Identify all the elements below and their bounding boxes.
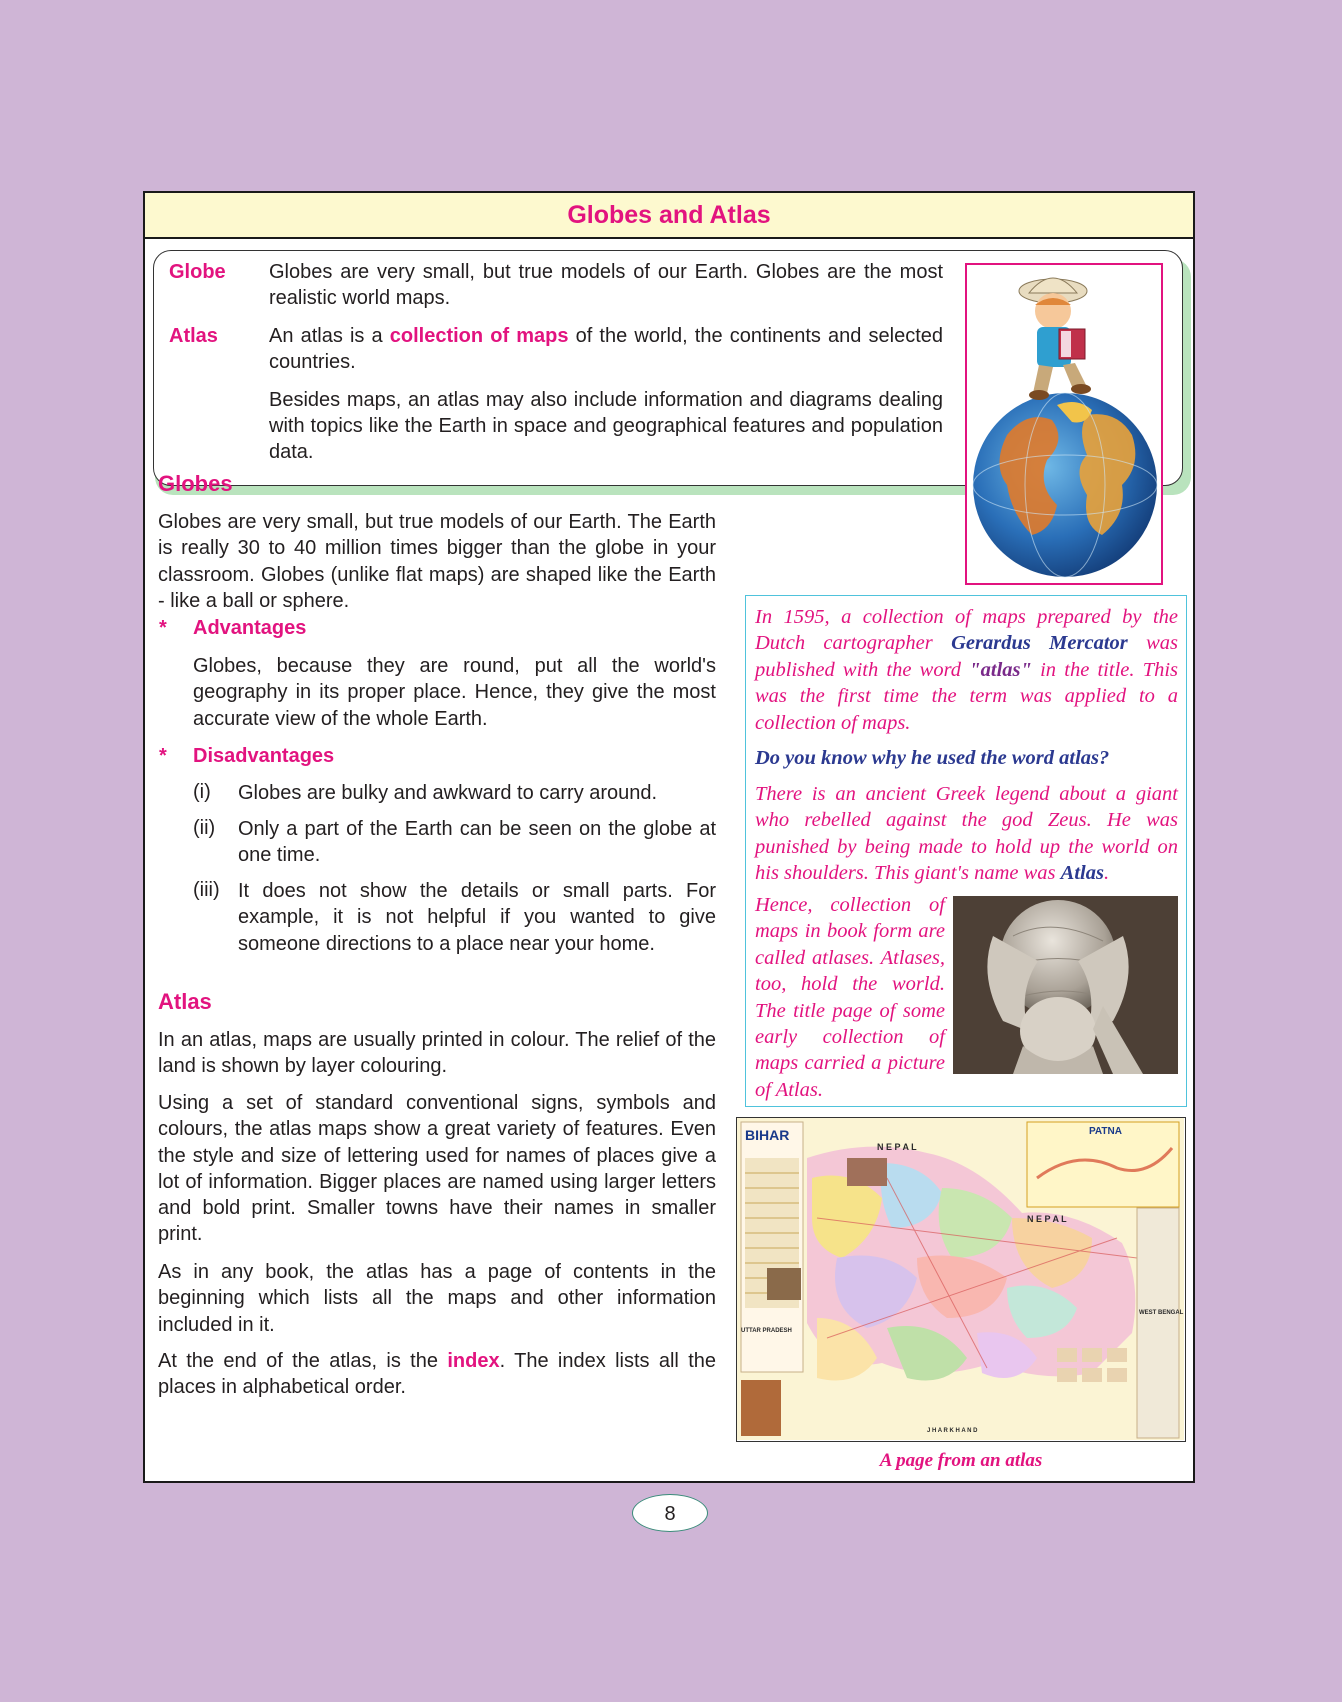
globes-intro: Globes are very small, but true models of our Earth. The Earth is really 30 to 40 million times bigger than the globe in your classroom. Globes (unlike flat maps) are shaped like the Earth - like a ball or sphere. <box>158 511 716 612</box>
bullet-star-disadvantages: * <box>159 745 167 767</box>
term-globe: Globe <box>169 261 226 283</box>
map-icon <box>737 1118 1184 1440</box>
disadvantages-heading: Disadvantages <box>193 745 335 767</box>
definition-atlas-extra: Besides maps, an atlas may also include information and diagrams dealing with topics like the Earth in space and geographical features and population data. <box>269 389 943 463</box>
list-item-number: (i) <box>193 781 211 803</box>
highlight-index: index <box>447 1350 500 1372</box>
page <box>143 191 1195 1483</box>
bullet-star-advantages: * <box>159 617 167 639</box>
map-label-nepal: N E P A L <box>1027 1214 1067 1224</box>
list-item: Globes are bulky and awkward to carry around. <box>238 782 658 804</box>
atlas-statue-photo <box>953 896 1178 1074</box>
map-caption: A page from an atlas <box>879 1450 1043 1471</box>
advantages-text: Globes, because they are round, put all the world's geography in its proper place. Hence, they give the most accurate view of the whole Earth. <box>193 655 716 730</box>
map-label-west-bengal: WEST BENGAL <box>1139 1310 1184 1316</box>
list-item: Only a part of the Earth can be seen on the globe at one time. <box>238 818 716 867</box>
definition-atlas: An atlas is a collection of maps of the world, the continents and selected countries. <box>269 325 943 373</box>
atlas-paragraph-1: In an atlas, maps are usually printed in colour. The relief of the land is shown by layer colouring. <box>158 1029 716 1078</box>
question-text: Do you know why he used the word atlas? <box>755 747 1110 769</box>
map-label-uttar-pradesh: UTTAR PRADESH <box>741 1328 792 1334</box>
map-label-nepal: N E P A L <box>877 1142 917 1152</box>
atlas-paragraph-4: At the end of the atlas, is the index. The index lists all the places in alphabetical order. <box>158 1350 717 1399</box>
name-gerardus-mercator: Gerardus Mercator <box>951 632 1128 655</box>
map-title-bihar: BIHAR <box>745 1127 790 1143</box>
page-title: Globes and Atlas <box>145 193 1193 239</box>
atlas-paragraph-3: As in any book, the atlas has a page of contents in the beginning which lists all the maps and other information included in it. <box>158 1261 716 1336</box>
atlases-paragraph: Hence, collection of maps in book form are called atlases. Atlases, too, hold the world. The title page of some early collection of maps carried a picture of Atlas. <box>755 894 945 1101</box>
globe-icon <box>967 265 1161 583</box>
mercator-paragraph: In 1595, a collection of maps prepared by the Dutch cartographer Gerardus Mercator was published with the word "atlas" in the title. This was the first time the term was applied to a collection of maps. <box>755 606 1179 734</box>
advantages-heading: Advantages <box>193 617 307 639</box>
map-label-jharkhand: J H A R K H A N D <box>927 1428 978 1434</box>
atlas-heading: Atlas <box>158 989 212 1014</box>
page-number: 8 <box>632 1494 708 1532</box>
atlas-statue-icon <box>953 896 1178 1074</box>
globes-heading: Globes <box>158 471 233 496</box>
atlas-paragraph-2: Using a set of standard conventional signs, symbols and colours, the atlas maps show a great variety of features. Even the style and size of lettering used for names of places give a lot of information. Bigger places are named using larger letters and bold print. Smaller towns have their names in smaller print. <box>158 1092 716 1246</box>
name-atlas: Atlas <box>1060 862 1104 885</box>
term-atlas: Atlas <box>169 325 218 347</box>
word-atlas: "atlas" <box>969 658 1032 681</box>
list-item-number: (ii) <box>193 817 216 839</box>
list-item: It does not show the details or small parts. For example, it is not helpful if you wanted to give someone directions to a place near your home. <box>238 880 716 955</box>
highlight-collection-of-maps: collection of maps <box>389 325 569 347</box>
bihar-map <box>736 1117 1186 1442</box>
boy-on-globe-illustration <box>965 263 1163 585</box>
list-item-number: (iii) <box>193 879 220 901</box>
definition-globe: Globes are very small, but true models of our Earth. Globes are the most realistic world maps. <box>269 261 943 309</box>
inset-title-patna: PATNA <box>1089 1126 1122 1137</box>
legend-paragraph: There is an ancient Greek legend about a giant who rebelled against the god Zeus. He was punished by being made to hold up the world on his shoulders. This giant's name was Atlas. <box>755 783 1178 885</box>
